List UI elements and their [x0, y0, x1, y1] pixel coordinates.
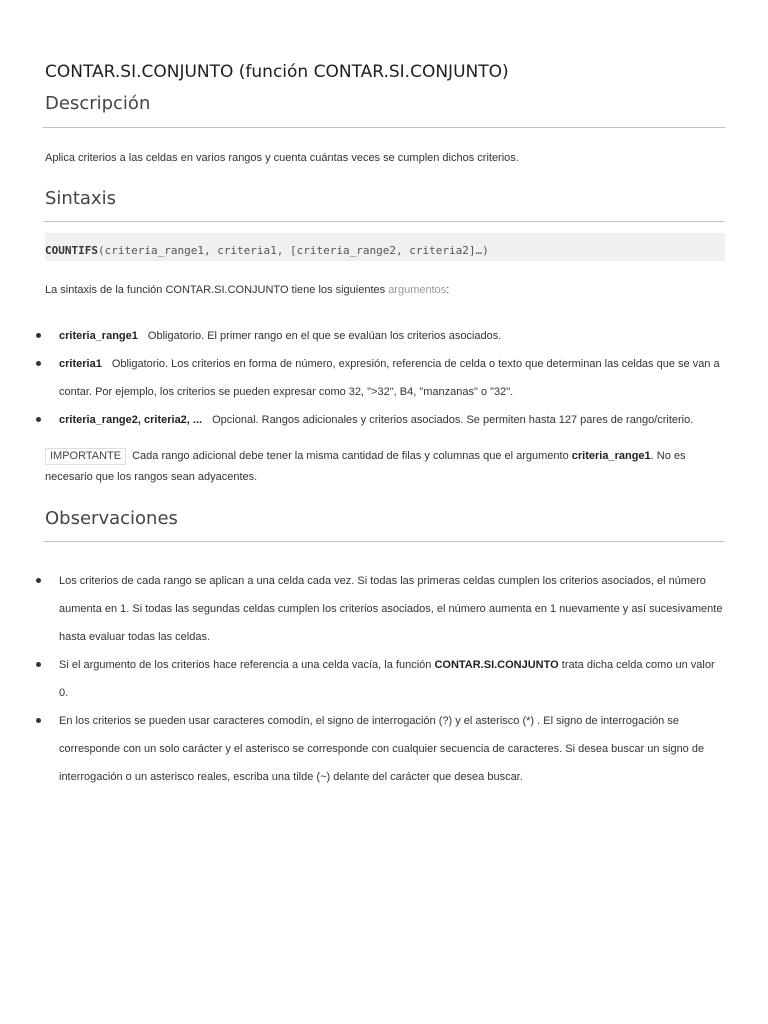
observation-text: En los criterios se pueden usar caracteres comodín, el signo de interrogación (?) y el asterisco (*) . El signo de interrogación se corresponde con un solo carácter y el asterisco se corresponde con cualquier secuencia de caracteres. Si desea buscar un signo de interrogación o un asterisco reales, escriba una tilde (~) delante del carácter que desea buscar.	[59, 715, 705, 783]
arguments-link[interactable]: argumentos	[388, 284, 447, 296]
syntax-heading: Sintaxis	[45, 188, 116, 209]
argument-term: criteria1	[59, 358, 102, 370]
observations-list	[45, 567, 725, 791]
important-note	[45, 446, 725, 488]
syntax-intro	[45, 280, 725, 300]
bullet-icon	[36, 333, 41, 338]
observations-divider	[43, 541, 725, 542]
observation-text-end: trata dicha celda como un valor 0.	[59, 659, 715, 699]
important-badge: IMPORTANTE	[45, 448, 126, 465]
bullet-icon	[36, 662, 41, 667]
syntax-intro-text: La sintaxis de la función CONTAR.SI.CONJUNTO tiene los siguientes	[45, 284, 389, 296]
page-title: CONTAR.SI.CONJUNTO (función CONTAR.SI.CONJUNTO)	[45, 62, 509, 82]
note-text-end: . No es necesario que los rangos sean adyacentes.	[45, 450, 686, 483]
syntax-code-block	[45, 233, 725, 261]
note-bold-term: criteria_range1	[571, 450, 651, 462]
list-item	[45, 707, 725, 791]
syntax-divider	[43, 221, 725, 222]
list-item	[45, 651, 725, 707]
argument-text: Obligatorio. Los criterios en forma de número, expresión, referencia de celda o texto que determinan las celdas que se van a contar. Por ejemplo, los criterios se pueden expresar como 32, ">32", B4, "manzanas" o "32".	[59, 358, 720, 398]
description-divider	[43, 127, 725, 128]
argument-text: Obligatorio. El primer rango en el que se evalúan los criterios asociados.	[147, 330, 502, 342]
arguments-list	[45, 322, 725, 434]
note-text: Cada rango adicional debe tener la misma cantidad de filas y columnas que el argumento	[132, 450, 572, 462]
bullet-icon	[36, 718, 41, 723]
argument-text: Opcional. Rangos adicionales y criterios asociados. Se permiten hasta 127 pares de rango/criterio.	[212, 414, 694, 426]
list-item	[45, 322, 725, 350]
argument-term: criteria_range2, criteria2, ...	[59, 414, 203, 426]
observations-heading: Observaciones	[45, 508, 178, 529]
bullet-icon	[36, 361, 41, 366]
description-heading: Descripción	[45, 93, 151, 114]
list-item	[45, 406, 725, 434]
observation-bold-term: CONTAR.SI.CONJUNTO	[434, 659, 559, 671]
syntax-function-name: COUNTIFS	[45, 244, 98, 257]
observation-text: Si el argumento de los criterios hace referencia a una celda vacía, la función	[59, 659, 435, 671]
syntax-function-args: (criteria_range1, criteria1, [criteria_range2, criteria2]…)	[97, 244, 489, 257]
description-text: Aplica criterios a las celdas en varios rangos y cuenta cuántas veces se cumplen dichos criterios.	[45, 152, 519, 164]
argument-term: criteria_range1	[59, 330, 138, 342]
observation-text: Los criterios de cada rango se aplican a una celda cada vez. Si todas las primeras celdas cumplen los criterios asociados, el número aumenta en 1. Si todas las segundas celdas cumplen los criterios asociados, el número aumenta en 1 nuevamente y así sucesivamente hasta evaluar todas las celdas.	[59, 575, 723, 643]
syntax-intro-colon: :	[446, 284, 450, 296]
list-item	[45, 350, 725, 406]
bullet-icon	[36, 417, 41, 422]
list-item	[45, 567, 725, 651]
bullet-icon	[36, 578, 41, 583]
